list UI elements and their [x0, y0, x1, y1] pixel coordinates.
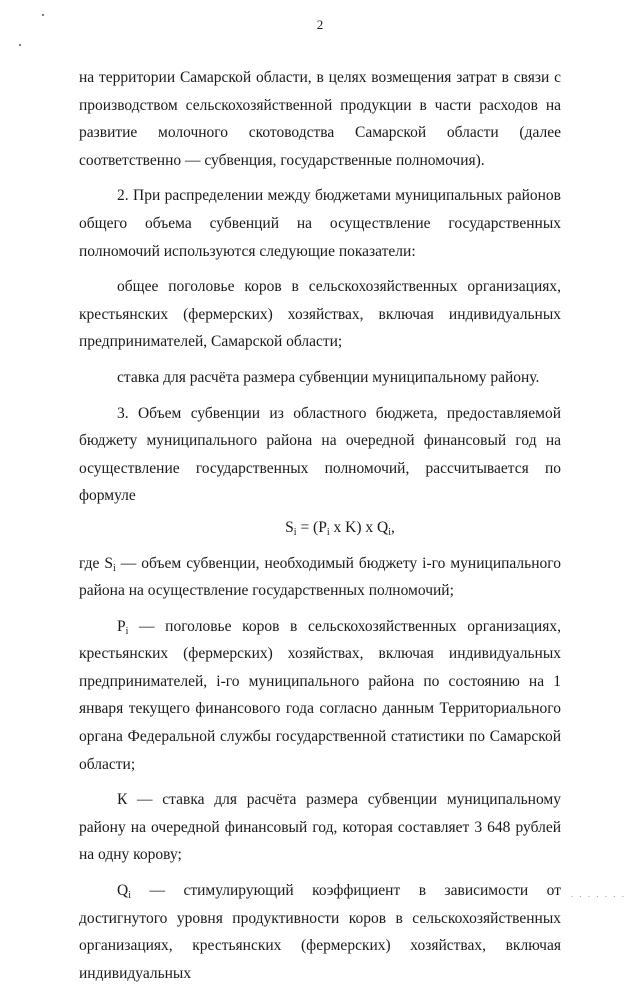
scan-footer-mark: . . . . . . . [570, 889, 626, 899]
page-number: 2 [316, 17, 324, 32]
paragraph-intro-continuation: на территории Самарской области, в целях возмещения затрат в связи с производством сельскохозяйственной продукции в части расходов на развитие молочного скотоводства Самарской области (далее соответственно — субвенция, государственные полномочия). [79, 69, 561, 169]
scan-speck [19, 44, 21, 46]
document-body [79, 64, 561, 987]
paragraph-item-3: 3. Объем субвенции из областного бюджета, предоставляемой бюджету муниципального района на очередной финансовый год на осуществление государственных полномочий, рассчитывается по формуле [79, 404, 561, 505]
definition-p: $P_i$ — поголовье коров в сельскохозяйственных организациях, крестьянских (фермерских) хозяйствах, включая индивидуальных предпринимателей, i-го муниципального района по состоянию на 1 января текущего финансового года согласно данным Территориального органа Федеральной службы государственной статистики по Самарской области; [79, 617, 561, 773]
definition-k: К — ставка для расчёта размера субвенции муниципальному району на очередной финансовый год, которая составляет 3 648 рублей на одну корову; [79, 791, 561, 864]
subsidy-formula: $S_i = (P_i$ x K) x $Q_i$, [285, 518, 395, 538]
paragraph-indicator-rate: ставка для расчёта размера субвенции муниципальному району. [117, 368, 540, 386]
definition-s: где $S_i$ — объем субвенции, необходимый бюджету i-го муниципального района на осуществление государственных полномочий; [79, 554, 561, 600]
paragraph-item-2: 2. При распределении между бюджетами муниципальных районов общего объема субвенций на осуществление государственных полномочий используются следующие показатели: [79, 187, 561, 260]
paragraph-indicator-livestock: общее поголовье коров в сельскохозяйственных организациях, крестьянских (фермерских) хозяйствах, включая индивидуальных предпринимателей, Самарской области; [79, 278, 561, 351]
definition-q: $Q_i$ — стимулирующий коэффициент в зависимости от достигнутого уровня продуктивности коров в сельскохозяйственных организациях, крестьянских (фермерских) хозяйствах, включая индивидуальных [79, 882, 561, 982]
scan-speck [42, 14, 44, 16]
